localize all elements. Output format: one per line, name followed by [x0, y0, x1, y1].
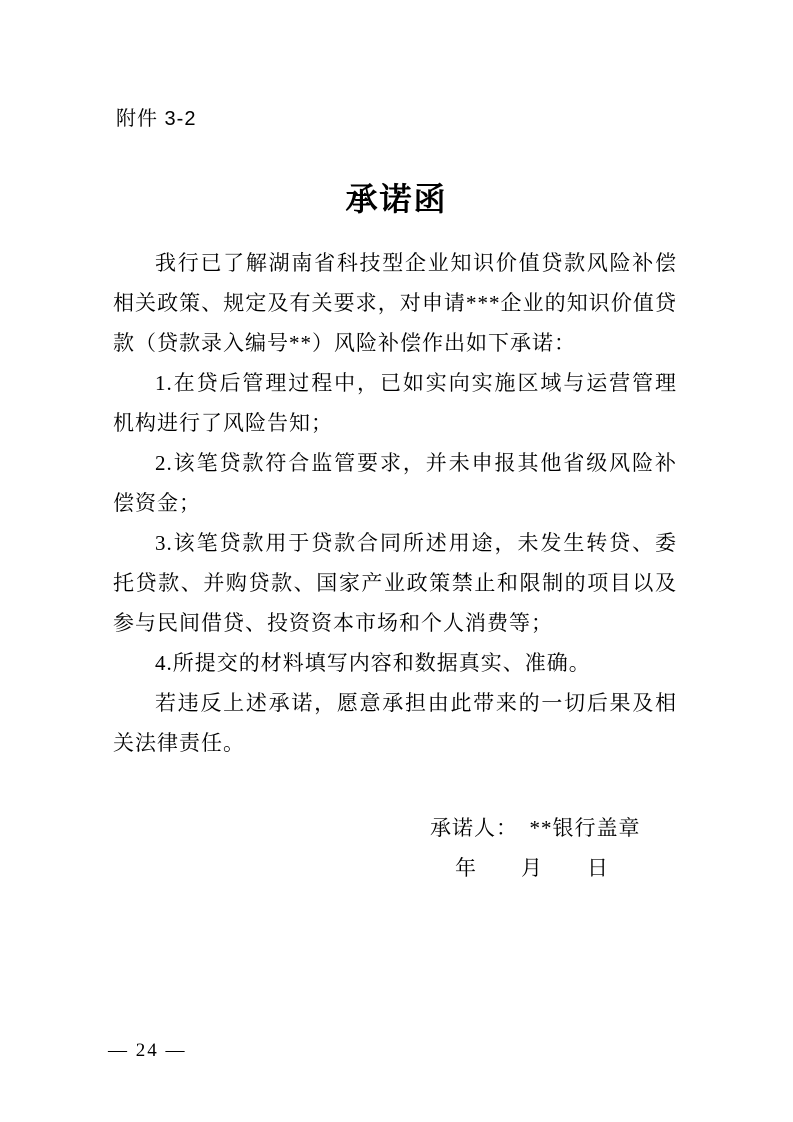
- document-body: [113, 243, 677, 763]
- page-number: — 24 —: [108, 1040, 187, 1061]
- signature-block: [430, 808, 641, 888]
- paragraph-closing: 若违反上述承诺，愿意承担由此带来的一切后果及相关法律责任。: [113, 691, 677, 755]
- paragraph-intro: 我行已了解湖南省科技型企业知识价值贷款风险补偿相关政策、规定及有关要求，对申请***企业的知识价值贷款（贷款录入编号**）风险补偿作出如下承诺：: [113, 251, 677, 355]
- attachment-label: 附件 3-2: [116, 108, 197, 130]
- date-line: 年 月 日: [455, 856, 609, 880]
- signatory-line: 承诺人： **银行盖章: [430, 816, 641, 840]
- document-title: 承诺函: [345, 181, 448, 217]
- paragraph-item-2: 2.该笔贷款符合监管要求，并未申报其他省级风险补偿资金；: [113, 451, 677, 515]
- paragraph-item-4: 4.所提交的材料填写内容和数据真实、准确。: [155, 651, 591, 675]
- paragraph-item-3: 3.该笔贷款用于贷款合同所述用途，未发生转贷、委托贷款、并购贷款、国家产业政策禁止和限制的项目以及参与民间借贷、投资资本市场和个人消费等；: [113, 531, 677, 635]
- paragraph-item-1: 1.在贷后管理过程中，已如实向实施区域与运营管理机构进行了风险告知；: [113, 371, 677, 435]
